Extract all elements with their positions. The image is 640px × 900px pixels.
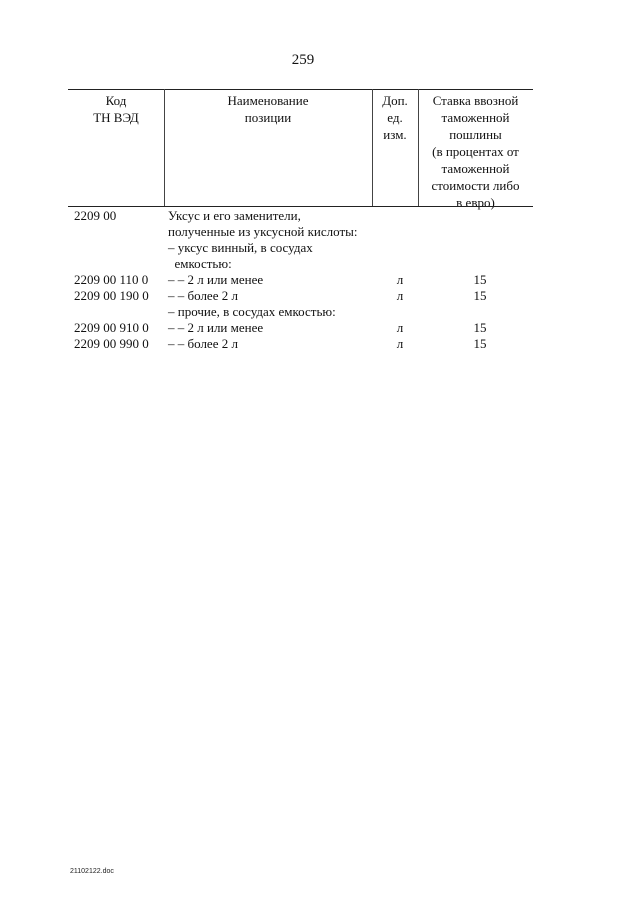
tariff-code: 2209 00 110 0	[74, 272, 149, 287]
position-name: – – 2 л или менее	[168, 272, 264, 287]
unit: л	[396, 272, 404, 287]
header-unit-line: ед.	[387, 110, 403, 125]
header-rate-line: (в процентах от	[432, 144, 519, 159]
tariff-code: 2209 00 910 0	[74, 320, 149, 335]
position-name: – – 2 л или менее	[168, 320, 264, 335]
position-name: – – более 2 л	[168, 288, 238, 303]
table-row	[68, 320, 533, 336]
header-rate-line: стоимости либо	[431, 178, 520, 193]
table-row	[68, 240, 533, 256]
table-row	[68, 336, 533, 352]
unit: л	[396, 320, 404, 335]
header-rate-line: таможенной	[441, 161, 510, 176]
header-rate-line: Ставка ввозной	[432, 93, 519, 108]
header-rate	[418, 92, 533, 211]
header-unit-line: Доп.	[382, 93, 408, 108]
header-name-line: Наименование	[227, 93, 309, 108]
position-name: полученные из уксусной кислоты:	[168, 224, 358, 239]
header-code-line: Код	[105, 93, 127, 108]
header-unit	[372, 92, 418, 143]
duty-rate: 15	[473, 336, 487, 351]
header-rate-line: пошлины	[449, 127, 502, 142]
unit: л	[396, 288, 404, 303]
position-name: Уксус и его заменители,	[168, 208, 301, 223]
table-row	[68, 208, 533, 224]
header-rate-line: в евро)	[456, 195, 495, 210]
table-body	[68, 208, 533, 352]
duty-rate: 15	[473, 288, 487, 303]
tariff-code: 2209 00	[74, 208, 117, 223]
table-row	[68, 304, 533, 320]
header-code	[68, 92, 164, 126]
document-filename: 21102122.doc	[70, 868, 114, 875]
page-number: 259	[291, 52, 315, 68]
duty-rate: 15	[473, 320, 487, 335]
header-rate-line: таможенной	[441, 110, 510, 125]
position-name: – прочие, в сосудах емкостью:	[168, 304, 336, 319]
table-row	[68, 288, 533, 304]
table-top-rule	[68, 89, 533, 90]
header-name	[164, 92, 372, 126]
position-name: – уксус винный, в сосудах	[168, 240, 313, 255]
position-name: емкостью:	[168, 256, 232, 271]
header-unit-line: изм.	[383, 127, 407, 142]
position-name: – – более 2 л	[168, 336, 238, 351]
header-bottom-rule	[68, 206, 533, 207]
duty-rate: 15	[473, 272, 487, 287]
unit: л	[396, 336, 404, 351]
header-code-line: ТН ВЭД	[93, 110, 139, 125]
table-row	[68, 256, 533, 272]
table-row	[68, 224, 533, 240]
tariff-code: 2209 00 990 0	[74, 336, 149, 351]
table-row	[68, 272, 533, 288]
header-name-line: позиции	[244, 110, 292, 125]
tariff-code: 2209 00 190 0	[74, 288, 149, 303]
